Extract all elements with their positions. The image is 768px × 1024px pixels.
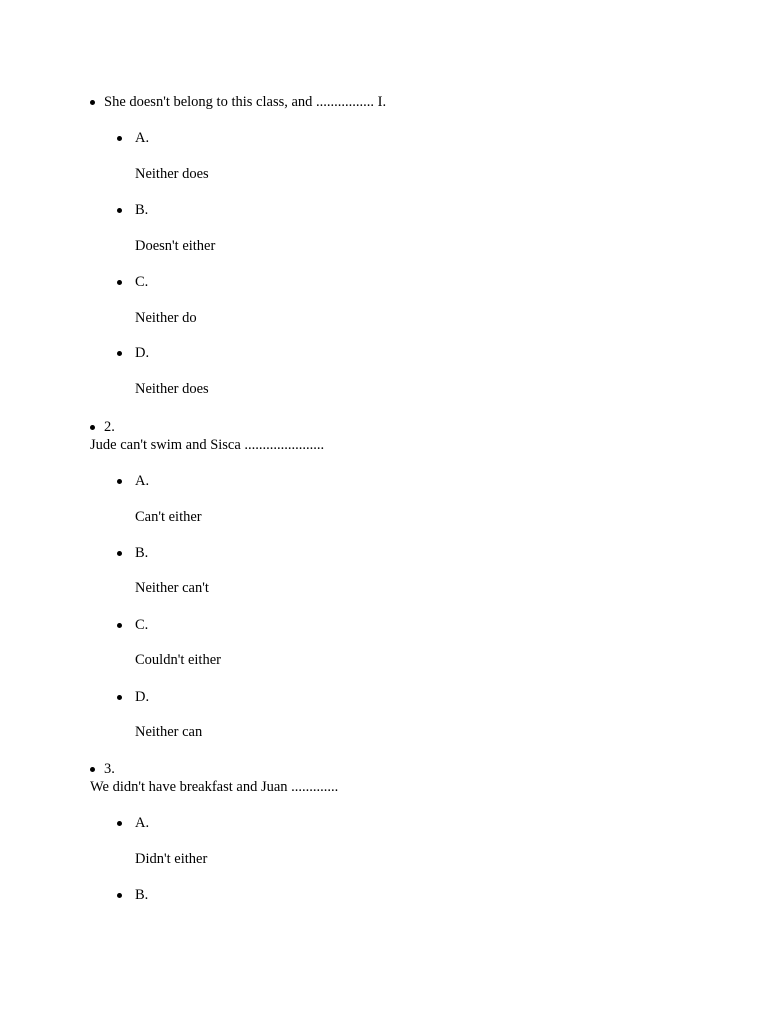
question-number: 3. [104,761,115,777]
bullet-icon [117,551,122,556]
option-answer: Neither can't [135,580,209,596]
bullet-icon [117,623,122,628]
option-answer: Couldn't either [135,652,221,668]
bullet-icon [90,767,95,772]
bullet-icon [90,425,95,430]
bullet-icon [117,479,122,484]
bullet-icon [90,100,95,105]
option-letter: A. [135,130,150,146]
bullet-icon [117,280,122,285]
bullet-icon [117,351,122,356]
option-letter: B. [135,202,149,218]
bullet-icon [117,695,122,700]
option-answer: Neither does [135,381,209,397]
option-letter: D. [135,689,150,705]
question-text: We didn't have breakfast and Juan ............. [90,779,339,795]
option-answer: Doesn't either [135,238,216,254]
question-text: Jude can't swim and Sisca ...................... [90,437,325,453]
option-letter: A. [135,815,150,831]
option-answer: Neither does [135,166,209,182]
option-letter: C. [135,274,149,290]
question-text: She doesn't belong to this class, and ................ I. [104,94,387,110]
bullet-icon [117,893,122,898]
option-letter: C. [135,617,149,633]
option-letter: B. [135,887,149,903]
option-letter: A. [135,473,150,489]
option-answer: Didn't either [135,851,208,867]
option-answer: Neither can [135,724,203,740]
bullet-icon [117,208,122,213]
option-answer: Can't either [135,509,202,525]
bullet-icon [117,821,122,826]
bullet-icon [117,136,122,141]
option-letter: B. [135,545,149,561]
question-number: 2. [104,419,115,435]
option-letter: D. [135,345,150,361]
option-answer: Neither do [135,310,197,326]
